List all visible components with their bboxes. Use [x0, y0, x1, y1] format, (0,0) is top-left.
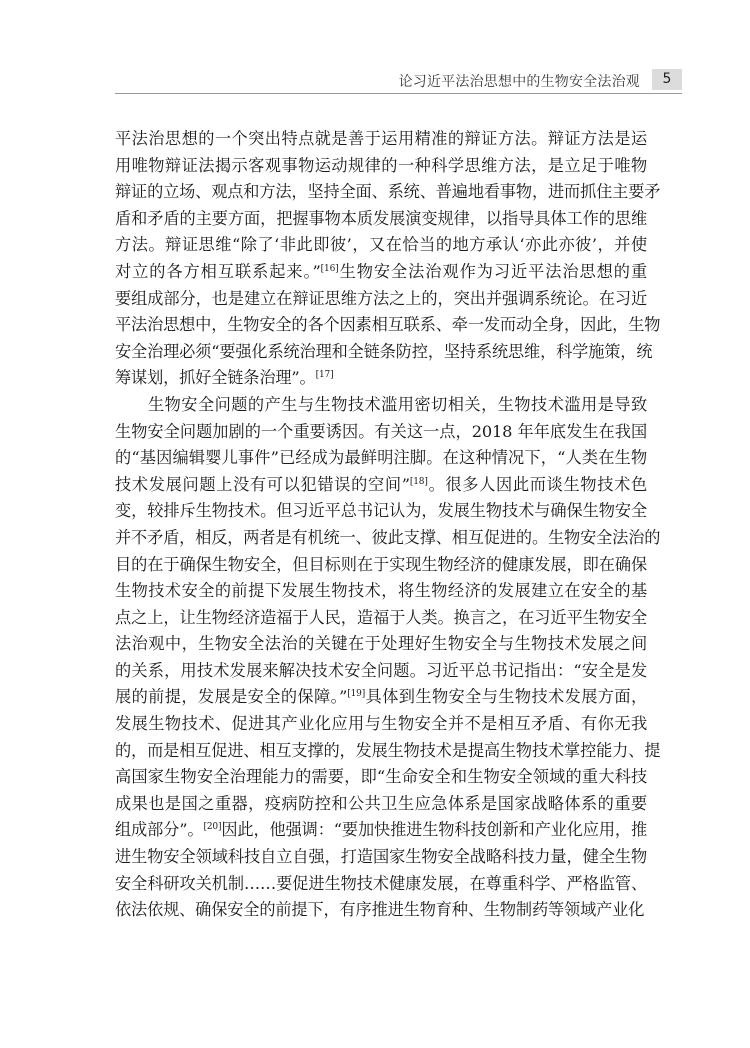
text-segment: 高国家生物安全治理能力的需要，即“生命安全和生物安全领域的重大科技 [115, 767, 647, 787]
text-line [115, 126, 647, 153]
text-segment: 目的在于确保生物安全，但目标则在于实现生物经济的健康发展，即在确保 [115, 554, 647, 574]
text-segment: 安全治理必须“要强化系统治理和全链条防控，坚持系统思维，科学施策，统 [115, 341, 653, 361]
text-line [115, 684, 647, 711]
text-line [115, 791, 647, 818]
text-segment: 发展生物技术、促进其产业化应用与生物安全并不是相互矛盾、有你无我 [115, 714, 647, 734]
page-number: 5 [652, 69, 682, 90]
text-line [115, 206, 647, 233]
text-segment: 变，较排斥生物技术。但习近平总书记认为，发展生物技术与确保生物安全 [115, 501, 647, 521]
text-line [115, 445, 647, 472]
text-segment: 辩证的立场、观点和方法，坚持全面、系统、普遍地看事物，进而抓住主要矛 [115, 182, 661, 202]
text-line [115, 472, 647, 499]
paragraph [115, 126, 661, 392]
text-segment: 法治观中，生物安全法治的关键在于处理好生物安全与生物技术发展之间 [115, 634, 647, 654]
text-segment: 平法治思想的一个突出特点就是善于运用精准的辩证方法。辩证方法是运 [115, 129, 647, 148]
text-line [115, 738, 661, 765]
text-line [115, 764, 647, 791]
text-segment: 筹谋划，抓好全链条治理”。 [115, 368, 316, 388]
paragraph [115, 392, 661, 924]
text-segment: 生物技术安全的前提下发展生物技术，将生物经济的发展建立在安全的基 [115, 581, 647, 601]
running-header [115, 69, 682, 93]
text-line [115, 844, 647, 871]
text-segment: 因此，他强调：“要加快推进生物科技创新和产业化应用，推 [221, 820, 647, 840]
citation-marker: [18] [409, 476, 428, 487]
text-line [115, 179, 661, 206]
text-segment: 平法治思想中，生物安全的各个因素相互联系、牵一发而动全身，因此，生物 [115, 315, 661, 335]
text-segment: 依法依规、确保安全的前提下，有序推进生物育种、生物制药等领域产业化 [115, 900, 645, 920]
text-segment: 具体到生物安全与生物技术发展方面， [365, 687, 647, 707]
text-line [115, 286, 647, 313]
text-segment: 方法。辩证思维“除了‘非此即彼’，又在恰当的地方承认‘亦此亦彼’，并使 [115, 235, 647, 255]
text-segment: 生物安全问题加剧的一个重要诱因。有关这一点，2018 年年底发生在我国 [115, 421, 647, 441]
text-segment: 用唯物辩证法揭示客观事物运动规律的一种科学思维方法，是立足于唯物 [115, 155, 647, 175]
text-line [115, 525, 661, 552]
text-line [115, 339, 653, 366]
text-segment: 点之上，让生物经济造福于人民，造福于人类。换言之，在习近平生物安全 [115, 607, 647, 627]
text-line [115, 711, 647, 738]
text-segment: 并不矛盾，相反，两者是有机统一、彼此支撑、相互促进的。生物安全法治的 [115, 527, 661, 547]
text-line [115, 392, 647, 419]
citation-marker: [16] [320, 263, 339, 274]
text-segment: 安全科研攻关机制……要促进生物技术健康发展，在尊重科学、严格监管、 [115, 873, 647, 893]
text-segment: 的关系，用技术发展来解决技术安全问题。习近平总书记指出：“安全是发 [115, 660, 647, 680]
text-segment: 进生物安全领域科技自立自强，打造国家生物安全战略科技力量，健全生物 [115, 847, 647, 867]
text-line [115, 232, 647, 259]
text-segment: 生物安全法治观作为习近平法治思想的重 [338, 261, 647, 281]
text-line [115, 871, 647, 898]
text-segment: 成果也是国之重器，疫病防控和公共卫生应急体系是国家战略体系的重要 [115, 793, 647, 813]
text-segment: 。很多人因此而谈生物技术色 [427, 474, 647, 494]
text-line [115, 817, 647, 844]
text-segment: 技术发展问题上没有可以犯错误的空间” [115, 474, 410, 494]
text-segment: 的，而是相互促进、相互支撑的，发展生物技术是提高生物技术掌控能力、提 [115, 740, 661, 760]
body-text [115, 126, 661, 924]
text-segment: 要组成部分，也是建立在辩证思维方法之上的，突出并强调系统论。在习近 [115, 288, 647, 308]
citation-marker: [20] [203, 822, 222, 833]
citation-marker: [17] [315, 370, 334, 381]
text-line [115, 578, 647, 605]
text-segment: 对立的各方相互联系起来。” [115, 261, 321, 281]
text-line [115, 658, 647, 685]
text-segment: 展的前提，发展是安全的保障。” [115, 687, 348, 707]
text-line [115, 897, 647, 924]
text-segment: 盾和矛盾的主要方面，把握事物本质发展演变规律，以指导具体工作的思维 [115, 208, 647, 228]
text-line [115, 631, 647, 658]
text-line [115, 365, 647, 392]
text-segment: 生物安全问题的产生与生物技术滥用密切相关，生物技术滥用是导致 [148, 394, 647, 414]
text-line [115, 552, 647, 579]
header-rule [115, 93, 682, 94]
text-segment: 组成部分”。 [115, 820, 204, 840]
text-line [115, 605, 647, 632]
citation-marker: [19] [347, 689, 366, 700]
running-title: 论习近平法治思想中的生物安全法治观 [398, 74, 640, 90]
text-line [115, 498, 647, 525]
text-line [115, 259, 647, 286]
text-line [115, 419, 647, 446]
text-line [115, 153, 647, 180]
text-segment: 的“基因编辑婴儿事件”已经成为最鲜明注脚。在这种情况下，“人类在生物 [115, 448, 647, 468]
text-line [115, 312, 661, 339]
